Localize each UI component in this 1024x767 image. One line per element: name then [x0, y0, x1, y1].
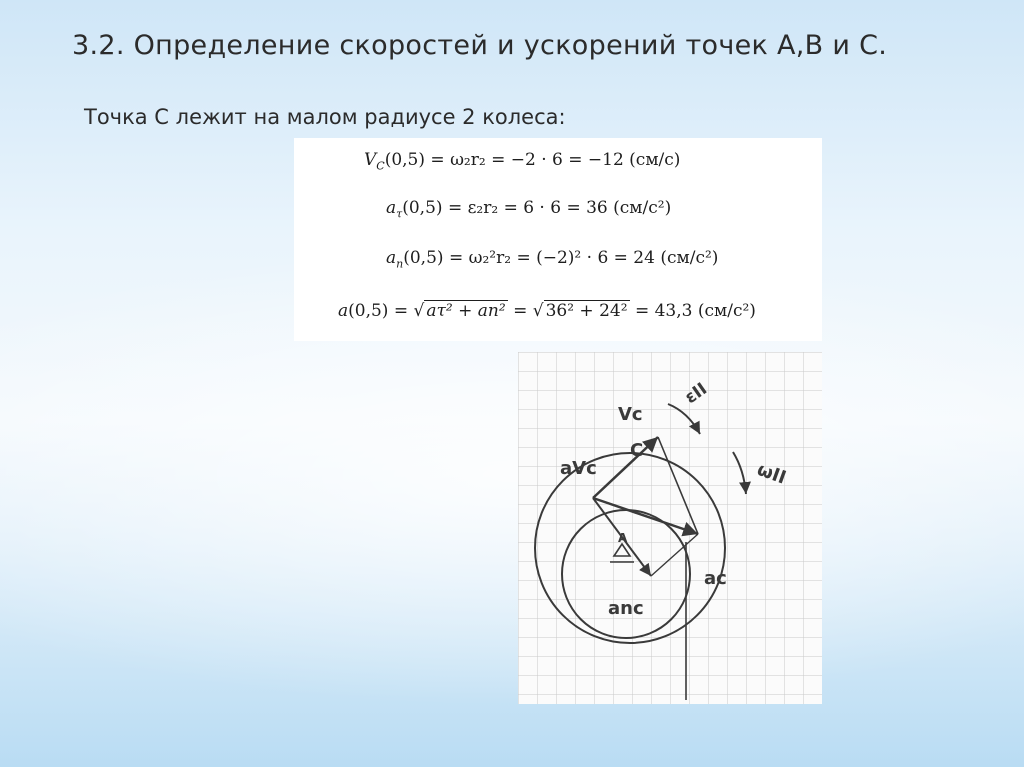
formula-tangential-rhs: = ε₂r₂ = 6 · 6 = 36 — [447, 198, 608, 218]
formula-normal-unit: (см/с²) — [660, 248, 719, 268]
label-a: A — [618, 531, 628, 545]
label-c: C — [630, 440, 644, 461]
formula-total-rhs: = 43,3 — [634, 301, 693, 321]
formula-normal — [386, 248, 718, 270]
formula-velocity — [364, 150, 680, 172]
formula-velocity-subscript: C — [376, 159, 385, 173]
formula-total-arg: (0,5) — [348, 301, 389, 321]
label-anc: anc — [608, 598, 644, 619]
formula-total-eq1: = — [393, 301, 409, 321]
slide-subtitle: Точка С лежит на малом радиусе 2 колеса: — [84, 105, 566, 129]
label-omega: ωII — [754, 458, 789, 489]
formula-total-eq2: = — [513, 301, 528, 321]
formula-tangential-symbol: a — [386, 198, 397, 218]
formula-tangential — [386, 198, 671, 220]
formula-normal-symbol: a — [386, 248, 397, 268]
formula-velocity-arg: (0,5) — [384, 150, 426, 170]
formula-total-unit: (см/с²) — [697, 301, 756, 321]
formula-total-sqrt2: 36² + 24² — [545, 301, 628, 321]
formula-total: a(0,5) = √ aτ² + an² = √ 36² + 24² = 43,3 (см/с²) — [338, 301, 756, 321]
label-epsilon: εII — [681, 379, 711, 409]
label-a-vc: aVc — [560, 458, 597, 479]
label-vc: Vc — [618, 404, 643, 425]
formula-normal-rhs: = ω₂²r₂ = (−2)² · 6 = 24 — [448, 248, 655, 268]
formula-velocity-rhs: = ω₂r₂ = −2 · 6 = −12 — [430, 150, 624, 170]
formula-tangential-subscript: τ — [396, 207, 403, 221]
formula-panel — [294, 138, 822, 341]
wheel-sketch-svg — [518, 352, 822, 704]
formula-normal-arg: (0,5) — [403, 248, 444, 268]
formula-velocity-unit: (см/с) — [629, 150, 681, 170]
wheel-sketch — [518, 352, 822, 704]
formula-total-symbol: a — [338, 301, 349, 321]
formula-velocity-symbol: V — [364, 150, 377, 170]
slide-title: 3.2. Определение скоростей и ускорений точек А,В и С. — [72, 30, 888, 61]
label-ac: ac — [704, 568, 727, 589]
formula-total-sqrt1: aτ² + an² — [426, 301, 506, 321]
formula-tangential-arg: (0,5) — [402, 198, 443, 218]
formula-normal-subscript: n — [396, 257, 404, 271]
formula-tangential-unit: (см/с²) — [613, 198, 672, 218]
